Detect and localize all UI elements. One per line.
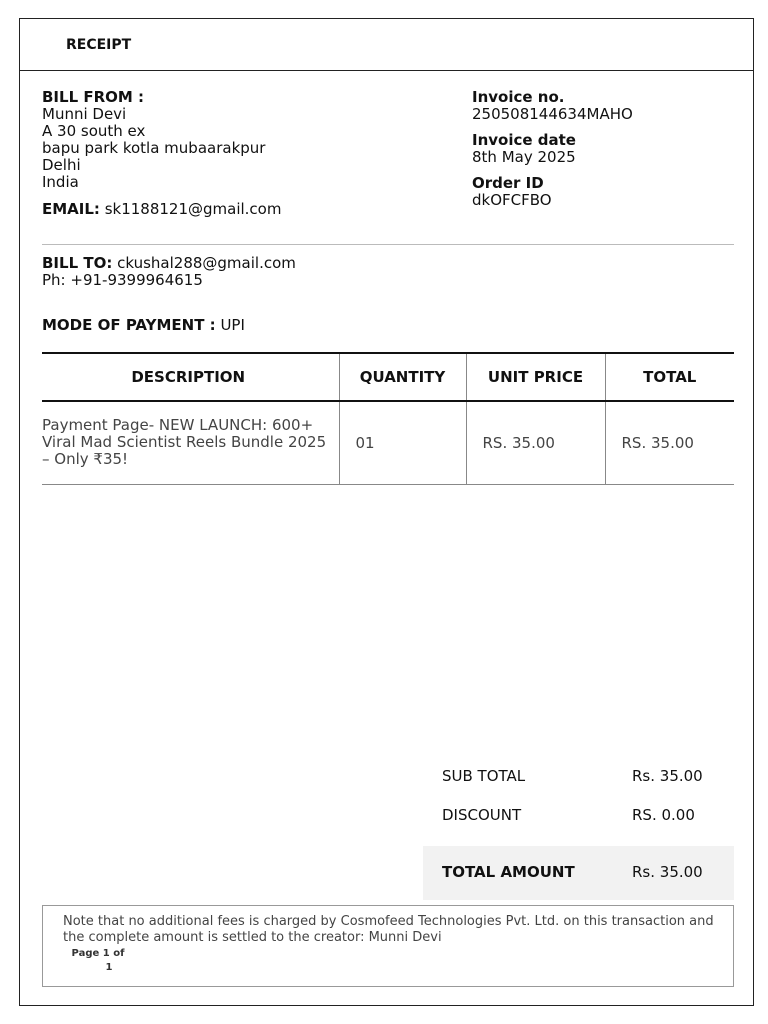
seller-email-line bbox=[42, 200, 281, 218]
page-total: 1 bbox=[105, 962, 113, 973]
discount-label: DISCOUNT bbox=[442, 806, 522, 824]
footer-note-box bbox=[42, 905, 734, 987]
total-amount-value: Rs. 35.00 bbox=[632, 863, 703, 881]
email-label: EMAIL: bbox=[42, 200, 100, 218]
buyer-email: ckushal288@gmail.com bbox=[117, 254, 296, 272]
subtotal-label: SUB TOTAL bbox=[442, 767, 526, 785]
payment-mode-value: UPI bbox=[220, 316, 245, 334]
receipt-document bbox=[19, 18, 754, 1006]
seller-address-line1: A 30 south ex bbox=[42, 122, 146, 140]
bill-from-block bbox=[42, 89, 265, 191]
item-total: RS. 35.00 bbox=[605, 401, 734, 484]
footer-note: Note that no additional fees is charged by Cosmofeed Technologies Pvt. Ltd. on this transaction and the complete amount is settled to the creator: Munni Devi bbox=[63, 914, 714, 945]
bill-to-block bbox=[42, 255, 296, 289]
table-row bbox=[42, 401, 734, 484]
items-table bbox=[42, 352, 734, 485]
column-header-description: DESCRIPTION bbox=[42, 353, 339, 401]
item-description: Payment Page- NEW LAUNCH: 600+ Viral Mad Scientist Reels Bundle 2025 – Only ₹35! bbox=[42, 401, 339, 484]
seller-email: sk1188121@gmail.com bbox=[104, 200, 282, 218]
total-amount-label: TOTAL AMOUNT bbox=[442, 863, 575, 881]
payment-mode bbox=[42, 316, 245, 334]
bill-to-label: BILL TO: bbox=[42, 254, 113, 272]
column-header-total: TOTAL bbox=[605, 353, 734, 401]
receipt-header bbox=[20, 19, 753, 71]
seller-city: Delhi bbox=[42, 156, 81, 174]
column-header-unit-price: UNIT PRICE bbox=[466, 353, 605, 401]
discount-value: RS. 0.00 bbox=[632, 806, 695, 824]
seller-country: India bbox=[42, 173, 79, 191]
subtotal-value: Rs. 35.00 bbox=[632, 767, 703, 785]
order-id-label: Order ID bbox=[472, 174, 544, 192]
seller-name: Munni Devi bbox=[42, 105, 127, 123]
order-id: dkOFCFBO bbox=[472, 191, 552, 209]
seller-address-line2: bapu park kotla mubaarakpur bbox=[42, 139, 266, 157]
section-divider bbox=[42, 244, 734, 245]
column-header-quantity: QUANTITY bbox=[339, 353, 466, 401]
page-label: Page 1 of bbox=[71, 948, 125, 959]
receipt-title: RECEIPT bbox=[66, 37, 132, 53]
payment-mode-label: MODE OF PAYMENT : bbox=[42, 316, 216, 334]
page-number bbox=[67, 947, 129, 975]
invoice-details bbox=[472, 89, 633, 218]
invoice-date: 8th May 2025 bbox=[472, 148, 576, 166]
item-quantity: 01 bbox=[339, 401, 466, 484]
invoice-no: 250508144634MAHO bbox=[472, 105, 633, 123]
invoice-date-label: Invoice date bbox=[472, 131, 576, 149]
item-unit-price: RS. 35.00 bbox=[466, 401, 605, 484]
invoice-no-label: Invoice no. bbox=[472, 88, 565, 106]
buyer-phone: Ph: +91-9399964615 bbox=[42, 271, 203, 289]
bill-from-label: BILL FROM : bbox=[42, 88, 145, 106]
table-header-row bbox=[42, 353, 734, 401]
